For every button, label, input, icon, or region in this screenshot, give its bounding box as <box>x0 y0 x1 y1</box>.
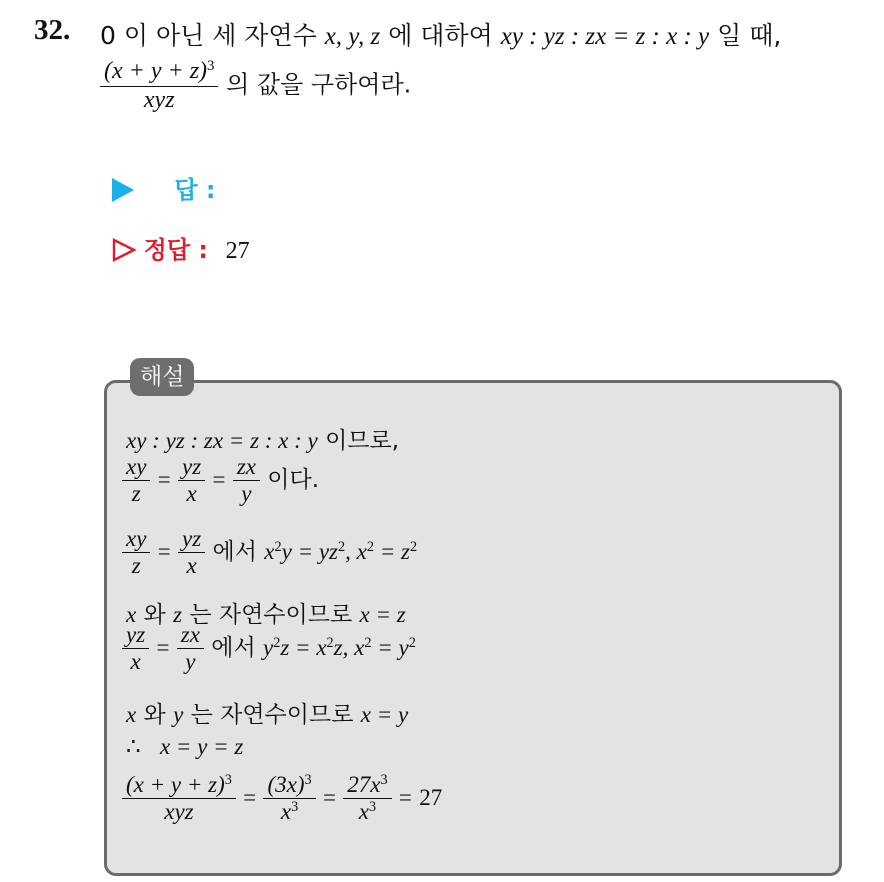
solution-line-5: $\frac{yz}{x}$ = $\frac{zx}{y}$ 에서 $y^2z = x^2z$, $x^2 = y^2$ <box>122 622 416 676</box>
fraction: $\frac{zx}{y}$ <box>177 622 204 676</box>
question-line-1 <box>100 16 781 52</box>
therefore-symbol: ∴ <box>126 734 141 759</box>
question-line-2 <box>100 58 411 114</box>
solution-line-6: x 와 y 는 자연수이므로 x = y <box>126 702 409 728</box>
question-number: 32. <box>34 14 71 46</box>
correct-answer-label: 정답 : <box>143 236 208 264</box>
question-text-3: 일 때, <box>717 21 782 50</box>
solution-line3-text: 에서 <box>212 538 257 565</box>
solution-line2-text: 이다. <box>267 466 320 493</box>
answer-row <box>112 170 216 205</box>
fraction: $\frac{yz}{x}$ <box>178 454 205 508</box>
fraction-exponent: 3 <box>207 57 215 74</box>
fraction: $\frac{yz}{x}$ <box>122 622 149 676</box>
solution-line3-math: $x^2y = yz^2$, $x^2 = z^2$ <box>264 538 418 564</box>
fraction-numerator: (x + y + z) <box>104 58 208 84</box>
fraction: $\frac{zx}{y}$ <box>233 454 260 508</box>
fraction: $\frac{yz}{x}$ <box>178 526 205 580</box>
solution-tag: 해설 <box>130 358 194 396</box>
solution-line1-text: 이므로, <box>325 428 400 454</box>
solution-line6-text: 는 자연수이므로 <box>190 702 354 728</box>
fraction: $\frac{xy}{z}$ <box>122 454 150 508</box>
fraction-denominator: xyz <box>143 86 175 113</box>
solution-line-4: x 와 z 는 자연수이므로 x = z <box>126 602 406 628</box>
final-result: 27 <box>419 784 443 810</box>
play-triangle-icon <box>112 178 134 202</box>
solution-line-8: $\frac{(x + y + z)^3}{\text{xyz}}$ = $\frac{(3x)^3}{x^3}$ = $\frac{27x^3}{x^3}$ = 27 <box>122 772 442 826</box>
correct-answer-row <box>112 230 250 265</box>
solution-line-7: ∴ x = y = z <box>126 734 244 759</box>
fraction: $\frac{xy}{z}$ <box>122 526 150 580</box>
correct-answer-value: 27 <box>225 238 250 264</box>
solution-line-2: $\frac{xy}{z}$ = $\frac{yz}{x}$ = $\frac{zx}{y}$ 이다. <box>122 454 319 508</box>
solution-line5-math: $y^2z = x^2z$, $x^2 = y^2$ <box>263 634 416 660</box>
question-variables: x, y, z <box>324 23 381 50</box>
solution-line5-text: 에서 <box>211 634 256 661</box>
final-fraction-3: $\frac{27x^3}{x^3}$ <box>343 772 391 826</box>
solution-line4-text: 는 자연수이므로 <box>189 602 353 628</box>
question-ratio-condition: xy : yz : zx = z : x : y <box>500 23 710 50</box>
solution-line-3: $\frac{xy}{z}$ = $\frac{yz}{x}$ 에서 $x^2y = yz^2$, $x^2 = z^2$ <box>122 526 417 580</box>
final-fraction-2: $\frac{(3x)^3}{x^3}$ <box>263 772 315 826</box>
question-text-4: 의 값을 구하여라. <box>226 70 412 99</box>
solution-ratio: xy : yz : zx = z : x : y <box>126 428 318 453</box>
question-text-2: 에 대하여 <box>388 21 493 50</box>
question-text-1: 0 이 아닌 세 자연수 <box>100 21 317 50</box>
question-fraction <box>100 58 218 114</box>
answer-label: 답 : <box>174 176 216 204</box>
outline-triangle-icon <box>112 238 136 262</box>
final-fraction-1: $\frac{(x + y + z)^3}{\text{xyz}}$ <box>122 772 236 826</box>
solution-line-1 <box>126 422 399 455</box>
